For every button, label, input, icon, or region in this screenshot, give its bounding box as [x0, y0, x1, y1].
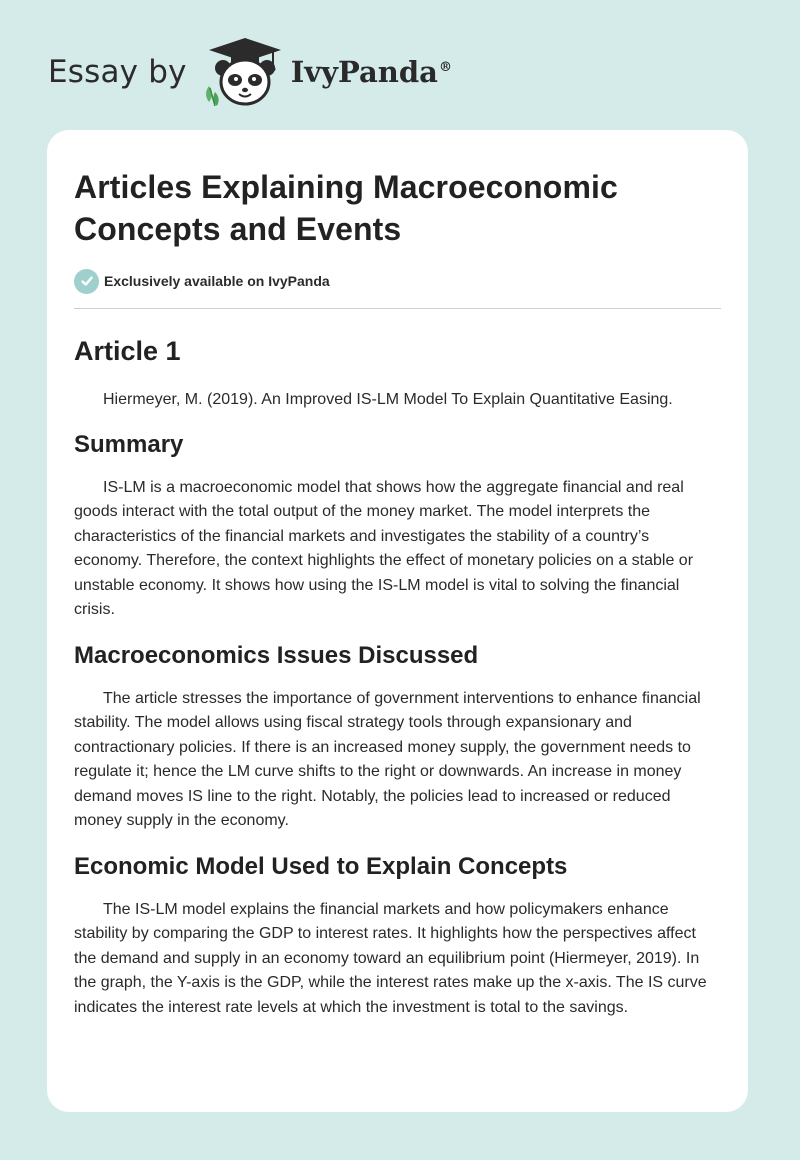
brand-prefix: Essay by	[48, 54, 187, 90]
issues-paragraph: The article stresses the importance of government interventions to enhance financial stability. The model allows using fiscal strategy tools through expansionary and contractionary policies. If there is an increased money supply, the government needs to regulate it; hence the LM curve shifts to the right or downwards. An increase in money demand moves IS line to the right. Notably, the policies lead to increased or reduced money supply in the economy.	[74, 689, 701, 829]
page-title: Articles Explaining Macroeconomic Concepts and Events	[74, 169, 618, 247]
model-heading: Economic Model Used to Explain Concepts	[74, 852, 568, 880]
brand-name[interactable]: IvyPanda®	[290, 55, 452, 89]
check-icon	[74, 269, 99, 294]
issues-heading: Macroeconomics Issues Discussed	[74, 641, 479, 669]
brand-header	[48, 36, 452, 108]
panda-logo-icon[interactable]	[201, 36, 289, 108]
summary-heading: Summary	[74, 430, 184, 458]
essay-card	[47, 130, 748, 1112]
exclusive-badge	[74, 268, 721, 294]
summary-paragraph: IS-LM is a macroeconomic model that shows how the aggregate financial and real goods interact with the total output of the money market. The model interprets the characteristics of the financial markets and investigates the stability of a country’s economy. Therefore, the context highlights the effect of monetary policies on a stable or unstable economy. It shows how using the IS-LM model is vital to solving the financial crisis.	[74, 478, 694, 618]
registered-mark: ®	[438, 60, 452, 76]
model-paragraph: The IS-LM model explains the financial markets and how policymakers enhance stability by comparing the GDP to interest rates. It highlights how the perspectives affect the demand and supply in an economy toward an equilibrium point (Hiermeyer, 2019). In the graph, the Y-axis is the GDP, while the interest rates make up the x-axis. The IS curve indicates the interest rate levels at which the investment is total to the savings.	[74, 900, 707, 1016]
badge-label: Exclusively available on IvyPanda	[104, 273, 330, 289]
divider	[74, 308, 721, 309]
citation-paragraph: Hiermeyer, M. (2019). An Improved IS-LM Model To Explain Quantitative Easing.	[103, 391, 673, 408]
article-heading: Article 1	[74, 336, 181, 366]
